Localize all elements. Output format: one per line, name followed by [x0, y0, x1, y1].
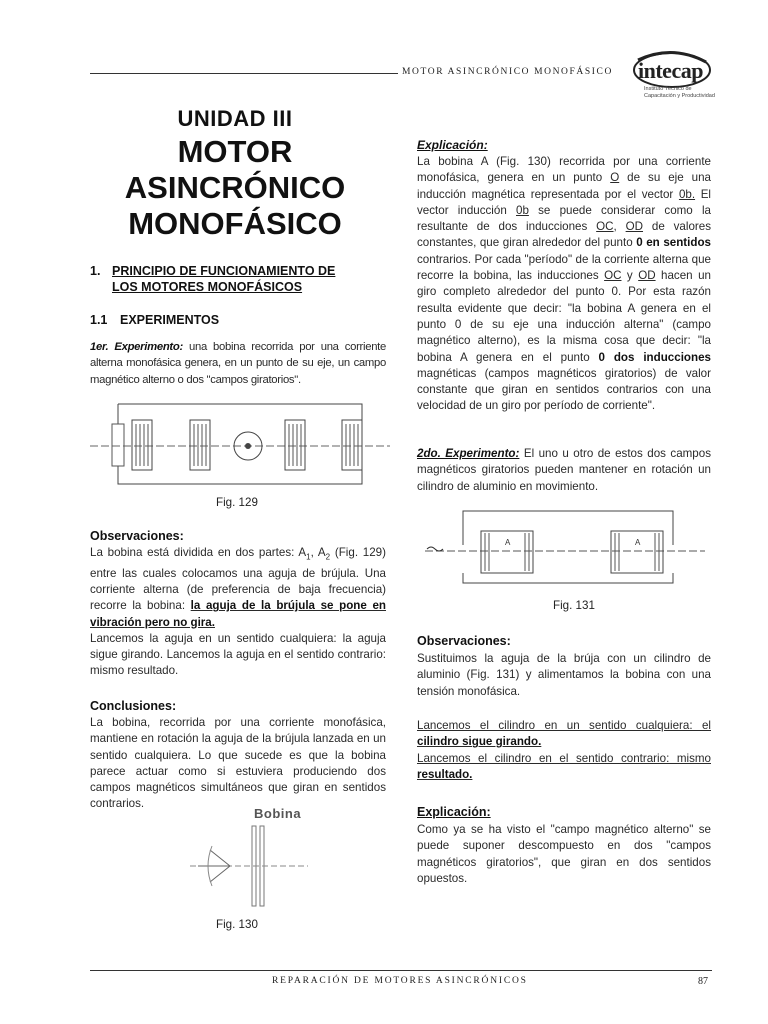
figure-131-label-b: A [635, 538, 641, 547]
figure-131 [425, 505, 705, 590]
unit-title-line: ASINCRÓNICO [124, 170, 346, 205]
section-heading: 1. PRINCIPIO DE FUNCIONAMIENTO DE [90, 264, 336, 278]
unit-title [90, 104, 380, 242]
figure-130-label: Bobina [254, 806, 302, 821]
explanation-heading: Explicación: [417, 138, 488, 152]
unit-title-line: MOTOR [177, 134, 293, 169]
explanation-2-heading: Explicación: [417, 805, 491, 819]
unit-number: UNIDAD III [177, 106, 293, 131]
logo-wordmark: intecap [638, 58, 703, 83]
observations-2-paragraph: Sustituimos la aguja de la brúja con un cilindro de aluminio (Fig. 131) y alimentamos la bobina con una tensión monofásica. [417, 652, 711, 698]
subsection-heading: 1.1 EXPERIMENTOS [90, 313, 220, 327]
figure-130-caption: Fig. 130 [216, 918, 258, 931]
conclusions-heading: Conclusiones: [90, 699, 177, 713]
conclusions-paragraph: La bobina, recorrida por una corriente monofásica, mantiene en rotación la aguja de la brújula lanzada en un sentido cualquiera. Lo que sucede es que la bobina parece actuar como si estuviera produciendo dos campos magnéticos simultáneos que giran en sentidos contrarios. [90, 716, 386, 811]
running-footer: REPARACIÓN DE MOTORES ASINCRÓNICOS [272, 976, 528, 986]
figure-130 [190, 822, 310, 910]
observations-2-heading: Observaciones: [417, 634, 511, 648]
footer-rule [90, 970, 712, 971]
figure-131-label-a: A [505, 538, 511, 547]
observations-heading: Observaciones: [90, 529, 184, 543]
explanation-paragraph: La bobina A (Fig. 130) recorrida por una corriente monofásica, genera en un punto O de su eje una inducción magnética representada por el vector 0b. El vector inducción 0b se puede considerar como la resultante de dos inducciones OC, OD de valores constantes, que giran alrededor del punto 0 en sentidos contrarios. Por cada "período" de la corriente alterna que recorre la bobina, las inducciones OC y OD hacen un giro completo alrededor del punto 0. Por esta razón resulta evidente que decir: "la bobina A genera en el punto 0 de su eje una inducción alterna" (campo magnético alterno), es la misma cosa que decir: "la bobina A genera en el punto 0 dos inducciones magnéticas (campos magnéticos giratorios) de valor constante que giran en sentidos contrarios con una velocidad de un giro por período de corriente". [417, 155, 712, 413]
logo-subtitle: Instituto Técnico de Capacitación y Productividad [644, 86, 715, 99]
experiment-1-paragraph: 1er. Experimento: una bobina recorrida por una corriente alterna monofásica genera, en un punto de su eje, un campo magnético alterno o dos "campos giratorios". [90, 341, 386, 386]
page-number: 87 [698, 976, 708, 987]
header-rule [90, 73, 398, 74]
figure-131-caption: Fig. 131 [553, 599, 595, 612]
experiment-2-paragraph: 2do. Experimento: El uno u otro de estos dos campos magnéticos giratorios pueden mantener en rotación un cilindro de aluminio en movimiento. [417, 447, 711, 493]
figure-129-caption: Fig. 129 [216, 496, 258, 509]
observations-2-result: Lancemos el cilindro en un sentido cualquiera: el cilindro sigue girando. Lancemos el cilindro en el sentido contrario: mismo resultado. [417, 719, 711, 781]
figure-129 [90, 396, 390, 492]
running-header: MOTOR ASINCRÓNICO MONOFÁSICO [402, 67, 613, 77]
observations-paragraph: La bobina está dividida en dos partes: $A_1$, $A_2$ (Fig. 129) entre las cuales colocamos una aguja de brújula. Una corriente alterna (de preferencia de baja frecuencia) recorre la bobina: la aguja de la brújula se pone en vibración pero no gira. Lancemos la aguja en un sentido cualquiera: la aguja sigue girando. Lancemos la aguja en el sentido contrario: mismo resultado. [90, 546, 386, 678]
intecap-logo [632, 50, 714, 110]
unit-title-line: MONOFÁSICO [128, 206, 342, 241]
section-heading-cont: LOS MOTORES MONOFÁSICOS [112, 280, 303, 294]
explanation-2-paragraph: Como ya se ha visto el "campo magnético alterno" se puede suponer descompuesto en dos "campos magnéticos giratorios", que giran en dos sentidos opuestos. [417, 823, 711, 885]
